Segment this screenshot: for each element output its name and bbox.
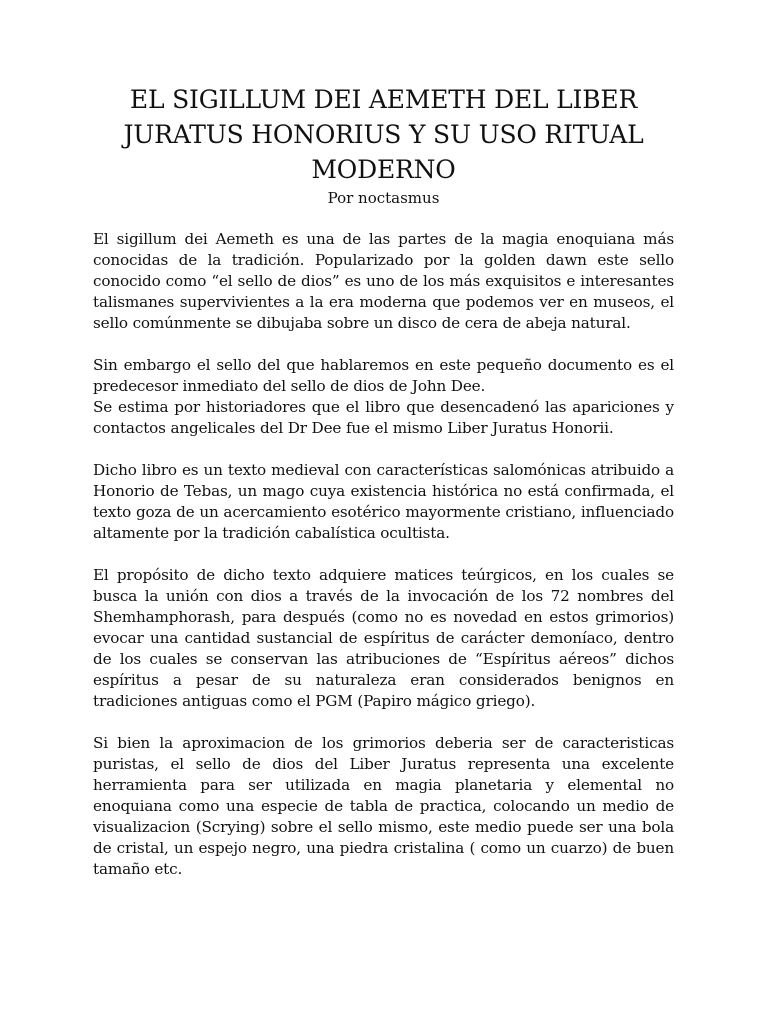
paragraph: Se estima por historiadores que el libro que desencadenó las apariciones y contactos angelicales del Dr Dee fue el mismo Liber Juratus Honorii. xyxy=(93,398,674,437)
paragraph: Dicho libro es un texto medieval con características salomónicas atribuido a Honorio de Tebas, un mago cuya existencia histórica no está confirmada, el texto goza de un acercamiento esotérico mayormente cristiano, influenciado altamente por la tradición cabalística ocultista. xyxy=(93,461,674,542)
document-title: EL SIGILLUM DEI AEMETH DEL LIBER JURATUS HONORIUS Y SU USO RITUAL MODERNO xyxy=(123,85,644,184)
document-body xyxy=(93,229,674,880)
paragraph: El sigillum dei Aemeth es una de las partes de la magia enoquiana más conocidas de la tradición. Popularizado por la golden dawn este sello conocido como “el sello de dios” es uno de los más exquisitos e interesantes talismanes supervivientes a la era moderna que podemos ver en museos, el sello comúnmente se dibujaba sobre un disco de cera de abeja natural. xyxy=(93,230,674,332)
paragraph: El propósito de dicho texto adquiere matices teúrgicos, en los cuales se busca la unión con dios a través de la invocación de los 72 nombres del Shemhamphorash, para después (como no es novedad en estos grimorios) evocar una cantidad sustancial de espíritus de carácter demoníaco, dentro de los cuales se conservan las atribuciones de “Espíritus aéreos” dichos espíritus a pesar de su naturaleza eran considerados benignos en tradiciones antiguas como el PGM (Papiro mágico griego). xyxy=(93,566,674,710)
paragraph: Sin embargo el sello del que hablaremos en este pequeño documento es el predecesor inmediato del sello de dios de John Dee. xyxy=(93,356,674,395)
document-author: Por noctasmus xyxy=(327,189,440,207)
paragraph: Si bien la aproximacion de los grimorios deberia ser de caracteristicas puristas, el sello de dios del Liber Juratus representa una excelente herramienta para ser utilizada en magia planetaria y elemental no enoquiana como una especie de tabla de practica, colocando un medio de visualizacion (Scrying) sobre el sello mismo, este medio puede ser una bola de cristal, un espejo negro, una piedra cristalina ( como un cuarzo) de buen tamaño etc. xyxy=(93,734,674,878)
